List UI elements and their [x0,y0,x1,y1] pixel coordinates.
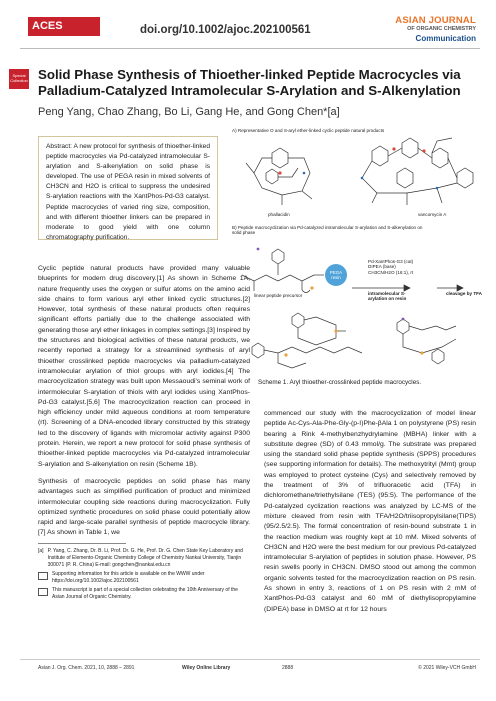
footnote-divider [38,543,126,544]
journal-logo [395,16,476,43]
abstract-text: Abstract: A new protocol for synthesis of thioether-linked peptide macrocycles via Pd-catalyzed intramolecular S-arylation and S-alkenylation on solid phase is developed. The use of PEGA resin in mixed solvents of CH3CN and H2O is critical to suppress the undesired S-arylation reactions with the XantPhos-Pd-G3 catalyst. Peptide macrocycles of varied ring size, composition, and with different thioether linkers can be prepared in moderate to good yield with one column chromatography purification. [46,143,210,241]
body-paragraph-1: Cyclic peptide natural products have provided many valuable blueprints for modern drug discovery.[1] As shown in Scheme 1A, nature frequently uses the oxygen or sulfur atoms on the amino acid side chains to form various aryl ether linked cyclic structures.[2] However, total synthesis of these natural products often requires significant efforts partially due to the challenge associated with generating those aryl ether linkages in complex settings.[3] Inspired by the structures and biological activities of these natural products, we recently reported a strategy for a streamlined synthesis of aryl thioether crosslinked peptide macrocycles via palladium-catalyzed intramolecular arylation of thiol groups with aryl iodides.[4] The macrocyclization strategy was built upon Messaoudi's seminal work of intermolecular S-arylation of thiols with aryl iodides using XantPhos-Pd-G3 catalyst.[5,6] The macrocyclization reaction can proceed in high efficiency under mild aqueous conditions at room temperature (rt). Screening of a DNA-encoded library constructed by this strategy led to the discovery of ligands with micromolar activity against P300 protein. Herein, we report a new protocol for solid phase synthesis of thioether-linked peptide macrocycles via Pd-catalyzed intramolecular S-arylation and S-alkenylation on resin (Scheme 1B). [38,265,250,468]
step-tfa-cleavage: cleavage by TFA [446,291,483,296]
scheme-panel-b [232,225,483,377]
article-type: Communication [415,34,476,43]
label-vancomycin: vancomycin A [418,212,447,217]
affiliation-marker: [a] [38,548,44,554]
step-s-arylation: intramolecular S-arylation on resin [368,291,407,301]
body-paragraph-right: commenced our study with the macrocyclization of model linear peptide Ac-Cys-Ala-Phe-Gly-(p-I)Phe-βAla 1 on polystyrene (PS) resin bearing a Rink 4-methylbenzhydrylamine (MBHA) linker with a substitute degree (SD) of 0.43 mmol/g. The substrate was prepared using the standard solid phase peptide synthesis (SPPS) procedures (see supporting information for details). The methoxytrityl (Mmt) group was employed to protect cysteine (Cys) and selectively removed by the treatment of 3% of trifluoracetic acid (TFA) in dichloromethane/triethylsilane (TES) (95:5). The performance of the Pd-catalyzed cyclization reactions was analyzed by LC-MS of the mixture cleaved from resin with TFA/H2O/triisopropylsilane(TIPS)(95/2.5/2.5). The formal concentration of resin-bound substrate 1 in the reaction medium was roughly kept at 10 mM. Mixed solvents of CH3CN and H2O were the best medium for our previous Pd-catalyzed intramolecular S-arylation of peptides in solution phase. However, PS resin swells poorly in CH3CN. DMSO stood out among the common organic solvents tested for the macrocyclization reaction on PS resin. As shown in entry 3, reactions of 1 on PS resin with 2 mM of XantPhos-Pd-G3 catalyst and 60 mM of diethylisopropylamine (DIPEA) base in DMSO at rt for 12 hours [264,410,476,613]
body-paragraph-2: Synthesis of macrocyclic peptides on solid phase has many advantages such as simplified purification of product and minimized intermolecular coupling side reactions during macrocyclization. Fully optimized synthetic procedures on solid phase could potentially allow rapid and large-scale parallel synthesis of peptide macrocycle library.[7] As shown in Table 1, we [38,478,250,537]
page-number: 2888 [282,665,294,671]
wiley-online-library-link[interactable]: Wiley Online Library [182,665,231,671]
supporting-info-note[interactable] [38,571,250,585]
macrocyclization-scheme [232,235,483,375]
natural-product-structures [232,133,480,221]
footnotes [38,548,250,603]
article-title: Solid Phase Synthesis of Thioether-linked Peptide Macrocycles via Palladium-Catalyzed Intramolecular S-Arylation and S-Alkenylation [38,67,461,98]
label-phallacidin: phallacidin [268,212,290,217]
scheme-caption: Scheme 1. Aryl thioether-crosslinked peptide macrocycles. [258,379,422,386]
scheme-panel-a-heading: A) Representative O and S-aryl ether-linked cyclic peptide natural products [232,128,385,133]
author-list: Peng Yang, Chao Zhang, Bo Li, Gang He, and Gong Chen*[a] [38,106,340,118]
special-collection-badge: Special Collection [9,69,29,89]
publisher-logo: ACESAsian Chemical Editorial Society [28,17,100,36]
journal-name-line2: OF ORGANIC CHEMISTRY [407,26,476,32]
scheme-panel-b-heading: B) Peptide macrocyclization via Pd-catalyzed intramolecular S-arylation and S-alkenylation on solid phase [232,225,423,235]
page-footer [20,659,480,674]
doi-link[interactable]: doi.org/10.1002/ajoc.202100561 [140,24,311,36]
reaction-conditions: Pd-XantPhos-G3 (cat) DIPEA (base) CH3CN/H2O (16:1), rt [368,259,414,275]
collection-icon [38,588,48,596]
document-icon [38,572,48,580]
resin-label-line1: PEGA [329,270,343,275]
copyright: © 2021 Wiley-VCH GmbH [418,665,476,671]
affiliation-text: P. Yang, C. Zhang, Dr. B. Li, Prof. Dr. G. He, Prof. Dr. G. Chen State Key Laboratory and Institute of Elemento-Organic Chemistry College of Chemistry Nankai University, Tianjin 300071 (P. R. China) E-mail: gongchen@nankai.edu.cn [47,548,243,568]
collection-note [38,587,250,601]
resin-label-line2: resin [331,275,341,280]
affiliation-note [38,548,250,569]
scheme-panel-a [232,128,480,223]
citation: Asian J. Org. Chem. 2021, 10, 2888 – 2891 [38,665,135,671]
linear-precursor-label: linear peptide precursor [254,293,303,298]
journal-name-line1: ASIAN JOURNAL [395,15,476,26]
collection-text: This manuscript is part of a special collection celebrating the 10th Anniversary of the Asian Journal of Organic Chemistry. [52,587,238,600]
header-divider [20,48,480,49]
supporting-info-text[interactable]: Supporting information for this article is available on the WWW under https://doi.org/10.1002/ajoc.202100561 [52,571,205,584]
